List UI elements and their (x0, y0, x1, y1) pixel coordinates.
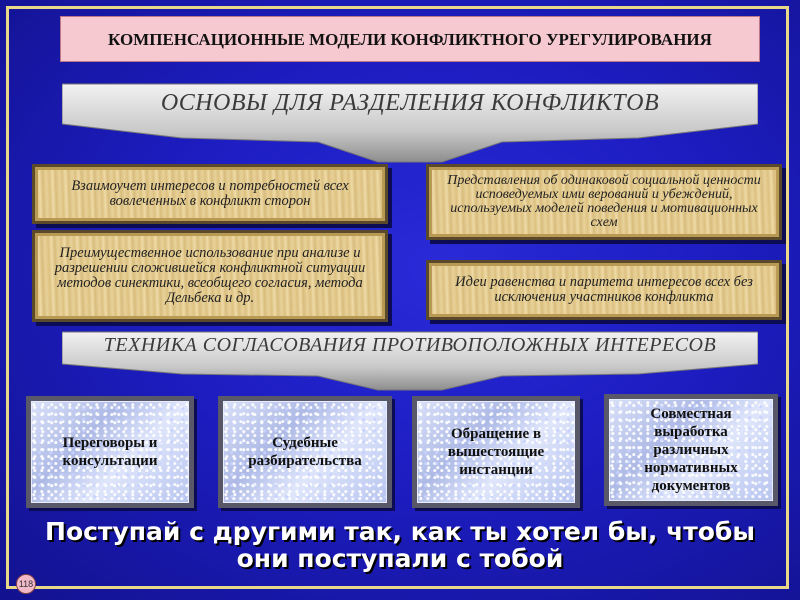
technique-text-2: Судебные разбирательства (223, 401, 387, 503)
basis-text-4: Идеи равенства и паритета интересов всех без исключения участников конфликта (455, 274, 753, 305)
basis-box-1 (32, 164, 388, 224)
basis-box-2 (426, 164, 782, 240)
technique-box-3 (412, 396, 580, 508)
motto: Поступай с другими так, как ты хотел бы, чтобы они поступали с тобой (45, 517, 755, 573)
basis-text-2: Представления об одинаковой социальной ценности исповедуемых ими верований и убеждений, используемых моделей поведения и мотивационных схем (447, 173, 761, 230)
technique-box-1 (26, 396, 194, 508)
basis-text-1: Взаимоучет интересов и потребностей всех вовлеченных в конфликт сторон (71, 178, 349, 209)
slide-title: КОМПЕНСАЦИОННЫЕ МОДЕЛИ КОНФЛИКТНОГО УРЕГУЛИРОВАНИЯ (60, 16, 760, 62)
page-number: 118 (16, 574, 36, 594)
technique-text-3: Обращение в вышестоящие инстанции (417, 401, 575, 503)
basis-box-4 (426, 260, 782, 320)
basis-box-3 (32, 230, 388, 322)
banner-techniques (62, 330, 758, 392)
banner-bases-label: ОСНОВЫ ДЛЯ РАЗДЕЛЕНИЯ КОНФЛИКТОВ (160, 90, 660, 116)
technique-text-4: Совместная выработка различных нормативных документов (609, 399, 773, 501)
banner-bases (62, 80, 758, 164)
technique-box-2 (218, 396, 392, 508)
technique-text-1: Переговоры и консультации (31, 401, 189, 503)
basis-text-3: Преимущественное использование при анализе и разрешении сложившейся конфликтной ситуации методов синектики, всеобщего согласия, метода Дельбека и др. (54, 245, 366, 306)
technique-box-4 (604, 394, 778, 506)
banner-techniques-label: ТЕХНИКА СОГЛАСОВАНИЯ ПРОТИВОПОЛОЖНЫХ ИНТЕРЕСОВ (103, 334, 717, 356)
